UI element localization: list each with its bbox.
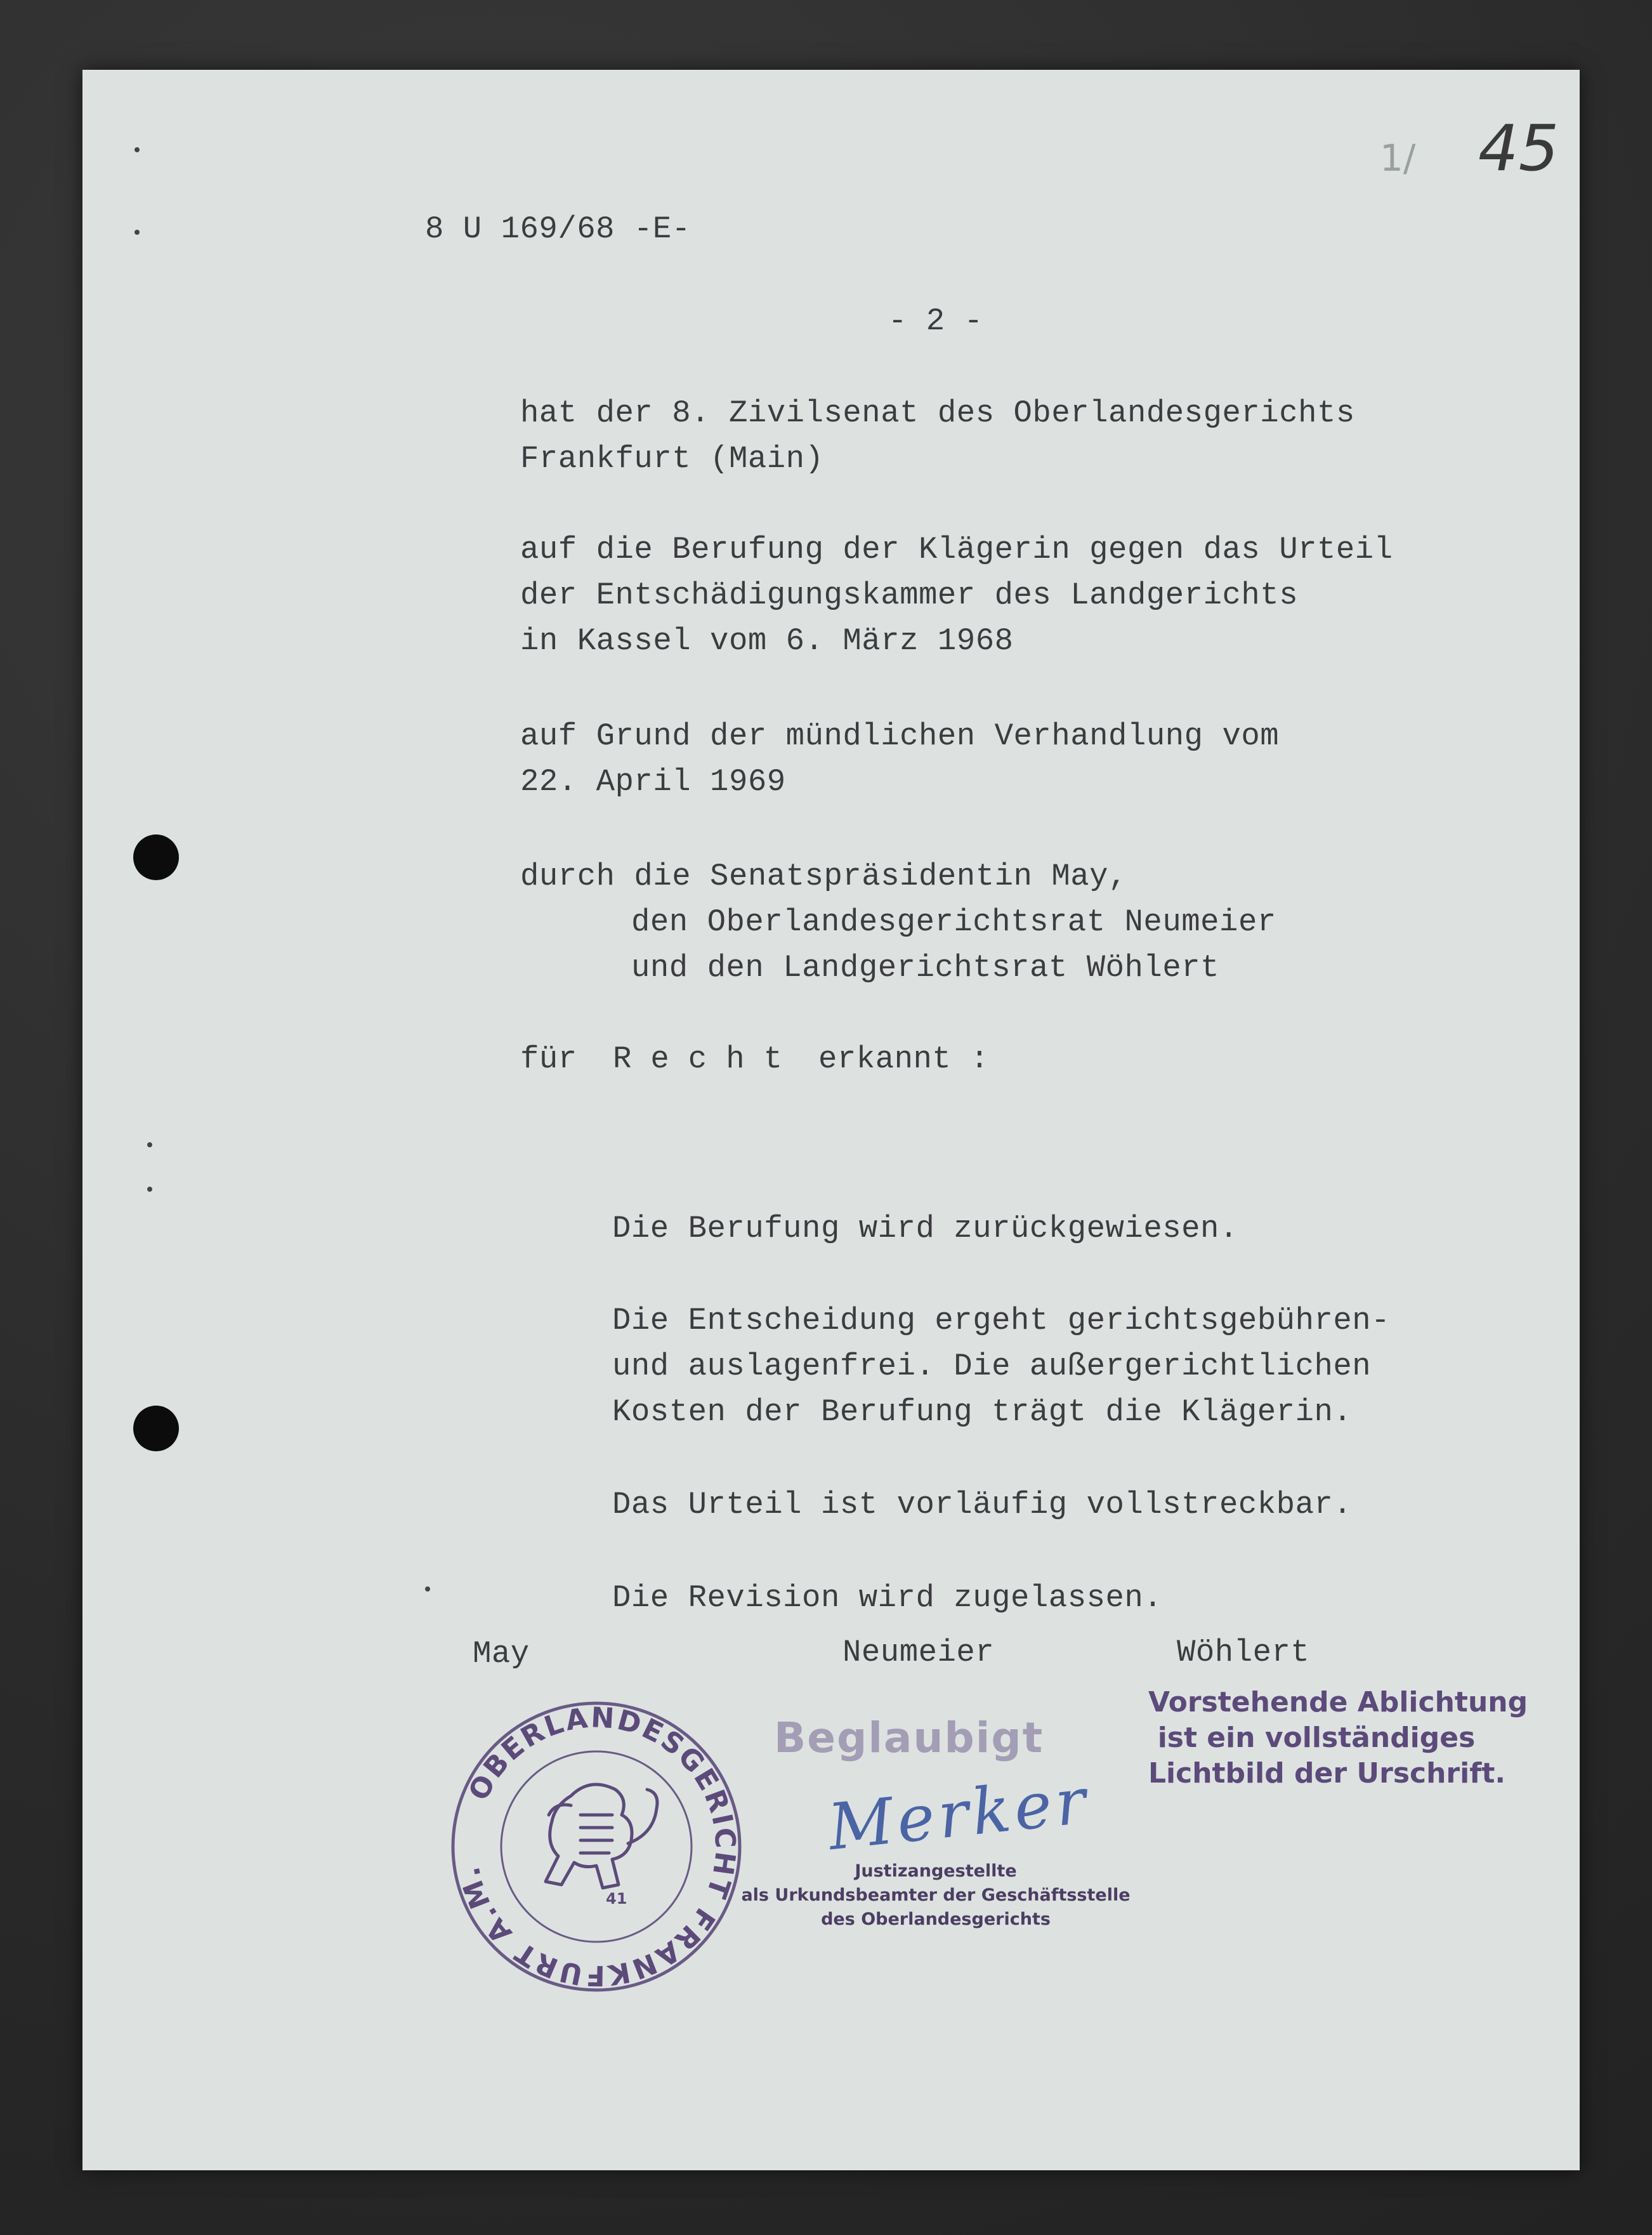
seal-number: 41: [606, 1890, 627, 1908]
verdict-suffix: erkannt :: [818, 1041, 990, 1077]
appeal-intro-line-3: in Kassel vom 6. März 1968: [520, 623, 1014, 659]
punch-hole-upper: [133, 834, 179, 880]
margin-speck: [134, 147, 140, 152]
seal-text: OBERLANDESGERICHT FRANKFURT A.M.: [453, 1701, 742, 1992]
copy-note-line-3: Lichtbild der Urschrift.: [1148, 1757, 1506, 1790]
margin-speck: [425, 1586, 430, 1592]
copy-note-line-1: Vorstehende Ablichtung: [1148, 1686, 1528, 1718]
verdict-prefix: für: [520, 1041, 577, 1077]
official-title-line-1: Justizangestellte: [855, 1861, 1017, 1881]
ruling-revision: Die Revision wird zugelassen.: [612, 1580, 1163, 1616]
court-intro-line-1: hat der 8. Zivilsenat des Oberlandesgerichts: [520, 395, 1355, 431]
hearing-line-1: auf Grund der mündlichen Verhandlung vom: [520, 718, 1280, 754]
ruling-costs-line-1: Die Entscheidung ergeht gerichtsgebühren-: [612, 1303, 1391, 1338]
judge-woehlert: Wöhlert: [1177, 1635, 1310, 1670]
lion-emblem-icon: [546, 1784, 657, 1888]
appeal-intro-line-1: auf die Berufung der Klägerin gegen das Urteil: [520, 532, 1393, 567]
official-title-line-2: als Urkundsbeamter der Geschäftsstelle: [741, 1885, 1131, 1905]
clerk-signature: Merker: [825, 1763, 1093, 1865]
judge-neumeier: Neumeier: [842, 1635, 995, 1670]
seal-inner-ring: [501, 1751, 692, 1942]
punch-hole-lower: [133, 1406, 179, 1451]
panel-intro: durch die Senatspräsidentin May,: [520, 859, 1127, 894]
ruling-costs-line-3: Kosten der Berufung trägt die Klägerin.: [612, 1394, 1353, 1430]
margin-speck: [134, 230, 140, 235]
margin-speck: [147, 1187, 152, 1192]
copy-note-line-2: ist ein vollständiges: [1157, 1722, 1476, 1754]
ruling-appeal-rejected: Die Berufung wird zurückgewiesen.: [612, 1211, 1238, 1246]
margin-speck: [147, 1142, 152, 1147]
certified-stamp-label: Beglaubigt: [774, 1713, 1044, 1762]
panel-member-2: und den Landgerichtsrat Wöhlert: [631, 950, 1220, 986]
verdict-word: Recht: [613, 1041, 802, 1077]
file-reference: 8 U 169/68 -E-: [425, 211, 691, 247]
court-intro-line-2: Frankfurt (Main): [520, 441, 824, 477]
archive-page-number: 45: [1478, 111, 1559, 185]
page-indicator: - 2 -: [888, 303, 983, 339]
court-seal: [444, 1694, 749, 1999]
official-title-line-3: des Oberlandesgerichts: [821, 1909, 1051, 1929]
ruling-enforceable: Das Urteil ist vorläufig vollstreckbar.: [612, 1487, 1353, 1522]
archive-page-prefix: 1/: [1380, 136, 1416, 180]
judge-may: May: [473, 1636, 530, 1671]
panel-member-1: den Oberlandesgerichtsrat Neumeier: [631, 904, 1276, 940]
hearing-line-2: 22. April 1969: [520, 764, 786, 800]
ruling-costs-line-2: und auslagenfrei. Die außergerichtlichen: [612, 1348, 1372, 1384]
appeal-intro-line-2: der Entschädigungskammer des Landgerichts: [520, 577, 1299, 613]
